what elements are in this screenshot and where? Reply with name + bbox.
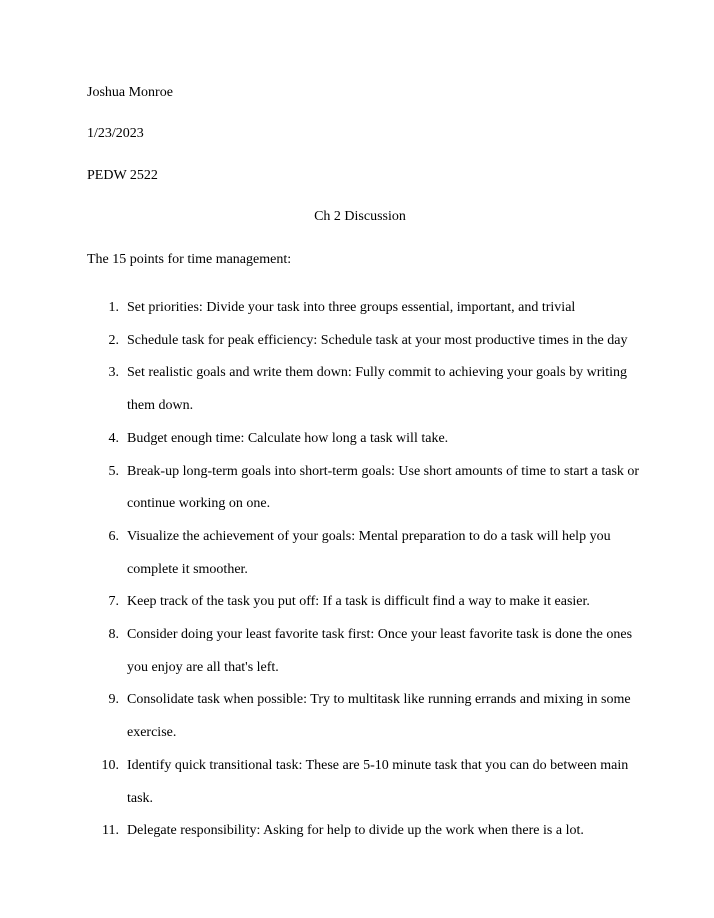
list-number: 7. — [108, 594, 119, 610]
list-item — [87, 815, 647, 848]
list-number: 6. — [108, 528, 119, 544]
list-text: Set priorities: Divide your task into three groups essential, important, and trivial — [127, 300, 576, 315]
list-item — [87, 456, 647, 521]
intro-text: The 15 points for time management: — [87, 252, 292, 267]
list-text: Schedule task for peak efficiency: Schedule task at your most productive times in the day — [127, 332, 628, 348]
list-item — [87, 750, 647, 815]
list-text: Visualize the achievement of your goals: Mental preparation to do a task will help you complete it smoother. — [127, 528, 611, 577]
list-item — [87, 619, 647, 684]
list-item — [87, 292, 647, 325]
list-number: 9. — [108, 692, 119, 708]
list-number: 10. — [101, 757, 119, 773]
list-text: Budget enough time: Calculate how long a task will take. — [127, 430, 449, 446]
list-number: 11. — [102, 823, 119, 839]
list-text: Consolidate task when possible: Try to multitask like running errands and mixing in some exercise. — [127, 692, 631, 741]
list-text: Set realistic goals and write them down: Fully commit to achieving your goals by writing them down. — [127, 365, 628, 414]
list-number: 8. — [108, 627, 119, 643]
list-text: Delegate responsibility: Asking for help to divide up the work when there is a lot. — [127, 823, 584, 839]
list-item — [87, 684, 647, 749]
list-number: 3. — [108, 365, 119, 381]
list-text: Identify quick transitional task: These are 5-10 minute task that you can do between main task. — [127, 757, 629, 806]
list-item — [87, 423, 647, 456]
list-text: Break-up long-term goals into short-term goals: Use short amounts of time to start a task or continue working on one. — [127, 463, 640, 512]
list-number: 4. — [108, 430, 119, 446]
document-date: 1/23/2023 — [87, 126, 144, 141]
course-code: PEDW 2522 — [87, 168, 158, 183]
list-item — [87, 325, 647, 358]
author-name: Joshua Monroe — [87, 85, 173, 100]
list-text: Keep track of the task you put off: If a task is difficult find a way to make it easier. — [127, 594, 590, 610]
list-number: 2. — [108, 332, 119, 348]
list-item — [87, 357, 647, 422]
list-item — [87, 521, 647, 586]
list-number: 5. — [108, 463, 119, 479]
time-management-list — [87, 292, 647, 848]
document-title: Ch 2 Discussion — [314, 209, 406, 224]
list-item — [87, 586, 647, 619]
list-number: 1. — [108, 300, 119, 315]
list-text: Consider doing your least favorite task first: Once your least favorite task is done the ones you enjoy are all that's left. — [127, 627, 633, 675]
